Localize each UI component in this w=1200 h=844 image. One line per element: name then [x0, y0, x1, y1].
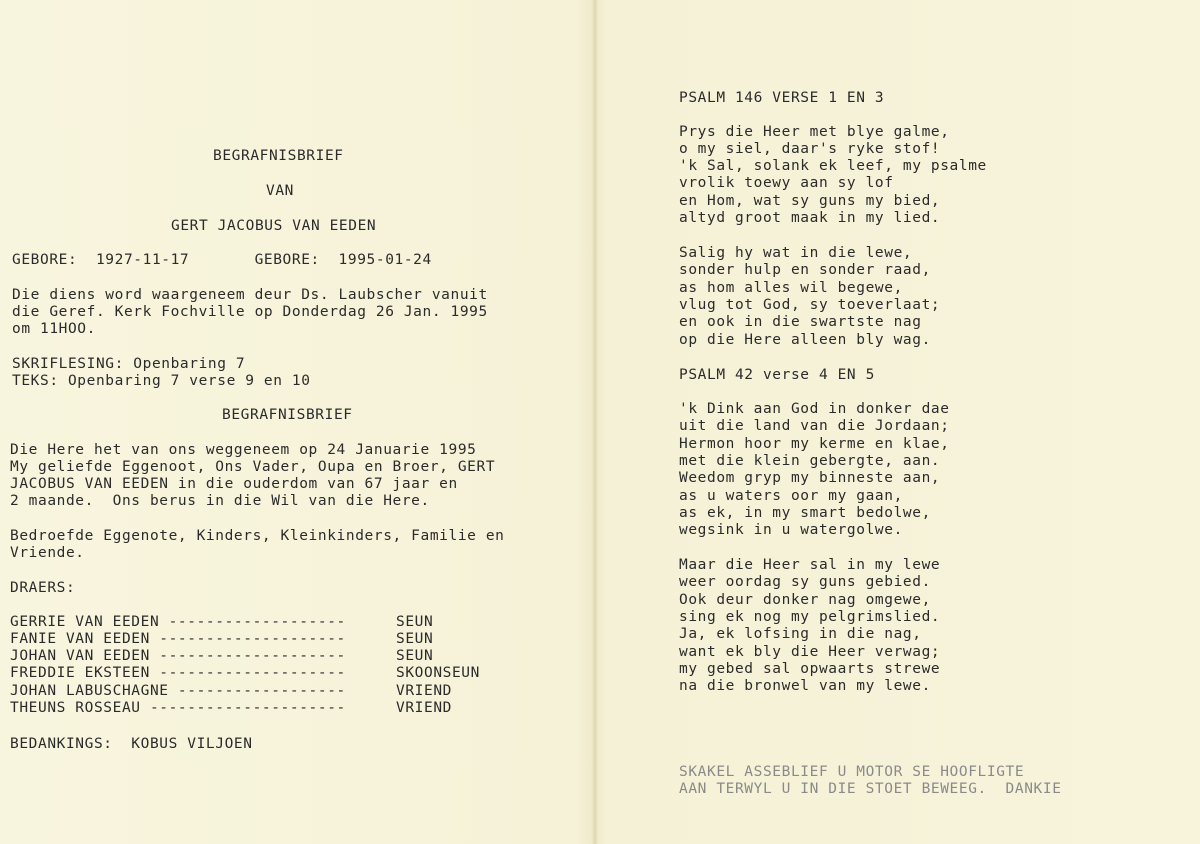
- psalm-line: en Hom, wat sy guns my bied,: [679, 193, 941, 209]
- psalm-line: Prys die Heer met blye galme,: [679, 124, 950, 140]
- psalm-line: op die Here alleen bly wag.: [679, 332, 931, 348]
- teks-line: TEKS: Openbaring 7 verse 9 en 10: [12, 373, 311, 389]
- psalm-line: altyd groot maak in my lied.: [679, 210, 941, 226]
- psalm-line: vrolik toewy aan sy lof: [679, 175, 894, 191]
- bedankings-line: BEDANKINGS: KOBUS VILJOEN: [10, 736, 253, 752]
- left-title: BEGRAFNISBRIEF: [213, 148, 344, 164]
- bereaved-line-2: Vriende.: [10, 545, 85, 561]
- footer-line-2: AAN TERWYL U IN DIE STOET BEWEEG. DANKIE: [679, 781, 1062, 797]
- psalm-line: vlug tot God, sy toeverlaat;: [679, 297, 941, 313]
- draer-name: JOHAN VAN EEDEN --------------------: [10, 648, 346, 664]
- psalm-146-title: PSALM 146 VERSE 1 EN 3: [679, 90, 885, 106]
- draer-relation: VRIEND: [396, 683, 452, 699]
- service-line-3: om 11HOO.: [12, 321, 96, 337]
- draer-name: FANIE VAN EEDEN --------------------: [10, 631, 346, 647]
- left-title-2: BEGRAFNISBRIEF: [222, 407, 353, 423]
- dates-line: GEBORE: 1927-11-17 GEBORE: 1995-01-24: [12, 252, 432, 268]
- deceased-name: GERT JACOBUS VAN EEDEN: [171, 218, 377, 234]
- psalm-line: weer oordag sy guns gebied.: [679, 574, 931, 590]
- psalm-line: 'k Dink aan God in donker dae: [679, 401, 950, 417]
- notice-line-3: JACOBUS VAN EEDEN in die ouderdom van 67 jaar en: [10, 476, 458, 492]
- draer-relation: VRIEND: [396, 700, 452, 716]
- draer-name: FREDDIE EKSTEEN --------------------: [10, 665, 346, 681]
- psalm-line: Ja, ek lofsing in die nag,: [679, 626, 922, 642]
- psalm-line: Salig hy wat in die lewe,: [679, 245, 913, 261]
- skriflesing-line: SKRIFLESING: Openbaring 7: [12, 356, 246, 372]
- psalm-line: sing ek nog my pelgrimslied.: [679, 609, 941, 625]
- psalm-line: Ook deur donker nag omgewe,: [679, 592, 931, 608]
- psalm-line: en ook in die swartste nag: [679, 314, 922, 330]
- psalm-line: as hom alles wil begewe,: [679, 280, 903, 296]
- psalm-line: uit die land van die Jordaan;: [679, 418, 950, 434]
- psalm-line: o my siel, daar's ryke stof!: [679, 141, 941, 157]
- psalm-line: Hermon hoor my kerme en klae,: [679, 436, 950, 452]
- service-line-2: die Geref. Kerk Fochville op Donderdag 26 Jan. 1995: [12, 304, 488, 320]
- service-line-1: Die diens word waargeneem deur Ds. Laubscher vanuit: [12, 287, 488, 303]
- psalm-line: Weedom gryp my binneste aan,: [679, 470, 941, 486]
- draer-relation: SEUN: [396, 614, 434, 630]
- notice-line-1: Die Here het van ons weggeneem op 24 Januarie 1995: [10, 442, 477, 458]
- psalm-line: wegsink in u watergolwe.: [679, 522, 903, 538]
- psalm-line: 'k Sal, solank ek leef, my psalme: [679, 158, 987, 174]
- bereaved-line-1: Bedroefde Eggenote, Kinders, Kleinkinders, Familie en: [10, 528, 505, 544]
- van-line: VAN: [266, 183, 294, 199]
- draer-relation: SEUN: [396, 631, 434, 647]
- psalm-line: want ek bly die Heer verwag;: [679, 644, 941, 660]
- psalm-line: sonder hulp en sonder raad,: [679, 262, 931, 278]
- psalm-line: my gebed sal opwaarts strewe: [679, 661, 941, 677]
- draer-relation: SEUN: [396, 648, 434, 664]
- notice-line-4: 2 maande. Ons berus in die Wil van die Here.: [10, 493, 430, 509]
- psalm-line: na die bronwel van my lewe.: [679, 678, 931, 694]
- draer-name: JOHAN LABUSCHAGNE ------------------: [10, 683, 346, 699]
- draer-relation: SKOONSEUN: [396, 665, 480, 681]
- footer-line-1: SKAKEL ASSEBLIEF U MOTOR SE HOOFLIGTE: [679, 764, 1025, 780]
- notice-line-2: My geliefde Eggenoot, Ons Vader, Oupa en Broer, GERT: [10, 459, 496, 475]
- page-fold: [592, 0, 598, 844]
- psalm-line: as u waters oor my gaan,: [679, 488, 903, 504]
- psalm-42-title: PSALM 42 verse 4 EN 5: [679, 367, 875, 383]
- psalm-line: as ek, in my smart bedolwe,: [679, 505, 931, 521]
- draer-name: GERRIE VAN EEDEN -------------------: [10, 614, 346, 630]
- psalm-line: Maar die Heer sal in my lewe: [679, 557, 941, 573]
- psalm-line: met die klein gebergte, aan.: [679, 453, 941, 469]
- draers-heading: DRAERS:: [10, 580, 76, 596]
- draer-name: THEUNS ROSSEAU ---------------------: [10, 700, 346, 716]
